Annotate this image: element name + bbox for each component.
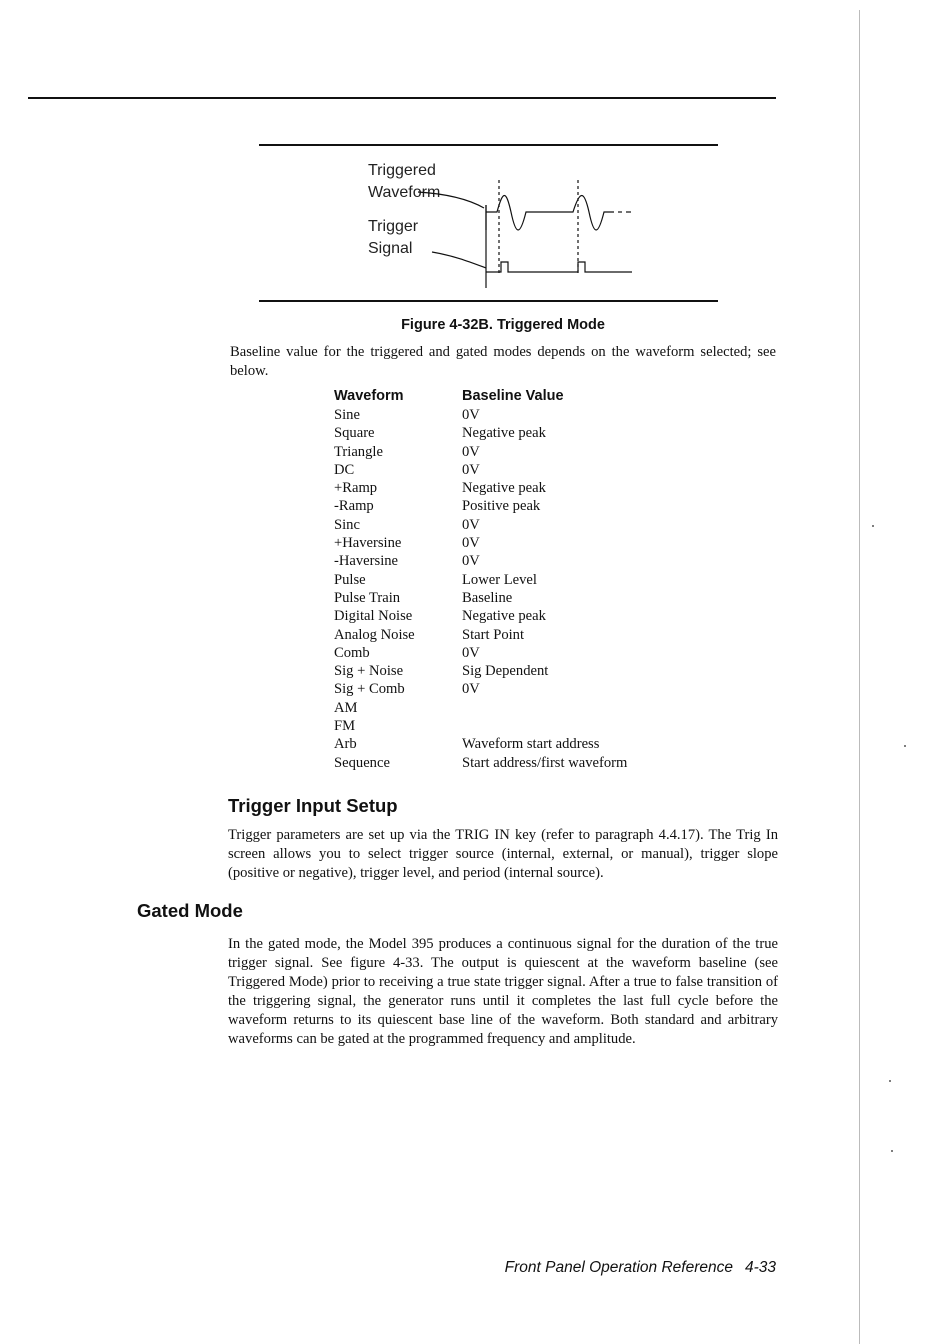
- figure-label-waveform: Waveform: [368, 184, 441, 201]
- page-footer: [440, 1259, 776, 1277]
- baseline-cell: Baseline: [462, 589, 513, 606]
- baseline-cell: 0V: [462, 535, 480, 552]
- figure-label-signal: Signal: [368, 240, 413, 257]
- table-row: [334, 552, 627, 570]
- waveform-cell: Digital Noise: [334, 608, 413, 625]
- trigger-input-heading: Trigger Input Setup: [228, 795, 398, 816]
- waveform-cell: Square: [334, 425, 375, 442]
- waveform-cell: Pulse: [334, 571, 366, 588]
- waveform-cell: Sequence: [334, 754, 390, 771]
- waveform-cell: Sinc: [334, 516, 360, 533]
- baseline-cell: 0V: [462, 443, 480, 460]
- header-baseline-value: Baseline Value: [462, 388, 564, 404]
- table-row: [334, 680, 627, 698]
- waveform-cell: Sig + Noise: [334, 663, 404, 680]
- table-row: [334, 516, 627, 534]
- gated-mode-paragraph: In the gated mode, the Model 395 produces a continuous signal for the duration of the true trigger signal. See figure 4-33. The output is quiescent at the waveform baseline (see Triggered Mode) prior to receiving a true state trigger signal. After a true to false transition of the triggering signal, the generator runs until it completes the last full cycle before the waveform returns to its quiescent base line of the waveform. Both standard and arbitrary waveforms can be gated at the programmed frequency and amplitude.: [228, 936, 778, 1047]
- baseline-cell: Positive peak: [462, 498, 541, 515]
- baseline-cell: Start Point: [462, 626, 525, 643]
- scan-speck: [904, 745, 906, 747]
- baseline-cell: Start address/first waveform: [462, 754, 628, 771]
- waveform-cell: Analog Noise: [334, 626, 415, 643]
- baseline-cell: 0V: [462, 644, 480, 661]
- baseline-cell: 0V: [462, 553, 480, 570]
- baseline-cell: Sig Dependent: [462, 663, 549, 680]
- table-row: [334, 735, 627, 753]
- baseline-cell: [462, 717, 627, 735]
- baseline-table: [334, 386, 627, 772]
- waveform-cell: Arb: [334, 736, 357, 753]
- waveform-cell: Comb: [334, 644, 370, 661]
- baseline-cell: Waveform start address: [462, 736, 600, 753]
- baseline-cell: Lower Level: [462, 571, 537, 588]
- trigger-input-paragraph: Trigger parameters are set up via the TRIG IN key (refer to paragraph 4.4.17). The Trig In screen allows you to select trigger source (internal, external, or manual), trigger slope (positive or negative), trigger level, and period (internal source).: [228, 827, 778, 881]
- baseline-cell: 0V: [462, 681, 480, 698]
- waveform-cell: +Ramp: [334, 480, 378, 497]
- baseline-cell: 0V: [462, 461, 480, 478]
- waveform-cell: Triangle: [334, 443, 383, 460]
- waveform-cell: -Haversine: [334, 553, 399, 570]
- table-row: [334, 571, 627, 589]
- scan-speck: [889, 1080, 891, 1082]
- table-row: [334, 699, 627, 717]
- baseline-cell: Negative peak: [462, 480, 546, 497]
- page-number: 4-33: [744, 1259, 776, 1276]
- table-row: [334, 461, 627, 479]
- table-row: [334, 479, 627, 497]
- table-header-row: [334, 386, 627, 406]
- figure-label-triggered: Triggered: [368, 162, 436, 179]
- figure-label-trigger: Trigger: [368, 218, 419, 235]
- baseline-cell: Negative peak: [462, 425, 546, 442]
- table-row: [334, 406, 627, 424]
- triggered-mode-diagram: [0, 0, 950, 320]
- table-row: [334, 717, 627, 735]
- baseline-cell: 0V: [462, 407, 480, 423]
- waveform-cell: AM: [334, 699, 358, 716]
- footer-title: Front Panel Operation Reference: [504, 1259, 733, 1276]
- baseline-cell: 0V: [462, 516, 480, 533]
- table-row: [334, 424, 627, 442]
- baseline-cell: Negative peak: [462, 608, 546, 625]
- table-row: [334, 497, 627, 515]
- waveform-cell: Sig + Comb: [334, 681, 405, 698]
- table-row: [334, 534, 627, 552]
- waveform-cell: FM: [334, 718, 356, 735]
- scan-speck: [891, 1150, 893, 1152]
- intro-paragraph: Baseline value for the triggered and gated modes depends on the waveform selected; see below.: [230, 344, 776, 379]
- waveform-cell: DC: [334, 461, 355, 478]
- table-row: [334, 754, 627, 772]
- scan-speck: [872, 525, 874, 527]
- baseline-cell: [462, 699, 627, 717]
- figure-caption: Figure 4-32B. Triggered Mode: [401, 317, 605, 333]
- waveform-cell: +Haversine: [334, 535, 402, 552]
- waveform-cell: Pulse Train: [334, 589, 401, 606]
- table-row: [334, 443, 627, 461]
- table-row: [334, 589, 627, 607]
- gated-mode-heading: Gated Mode: [137, 900, 243, 921]
- table-row: [334, 607, 627, 625]
- header-waveform: Waveform: [334, 388, 404, 404]
- table-row: [334, 662, 627, 680]
- waveform-cell: -Ramp: [334, 498, 374, 515]
- waveform-cell: Sine: [334, 407, 360, 423]
- table-row: [334, 626, 627, 644]
- table-row: [334, 644, 627, 662]
